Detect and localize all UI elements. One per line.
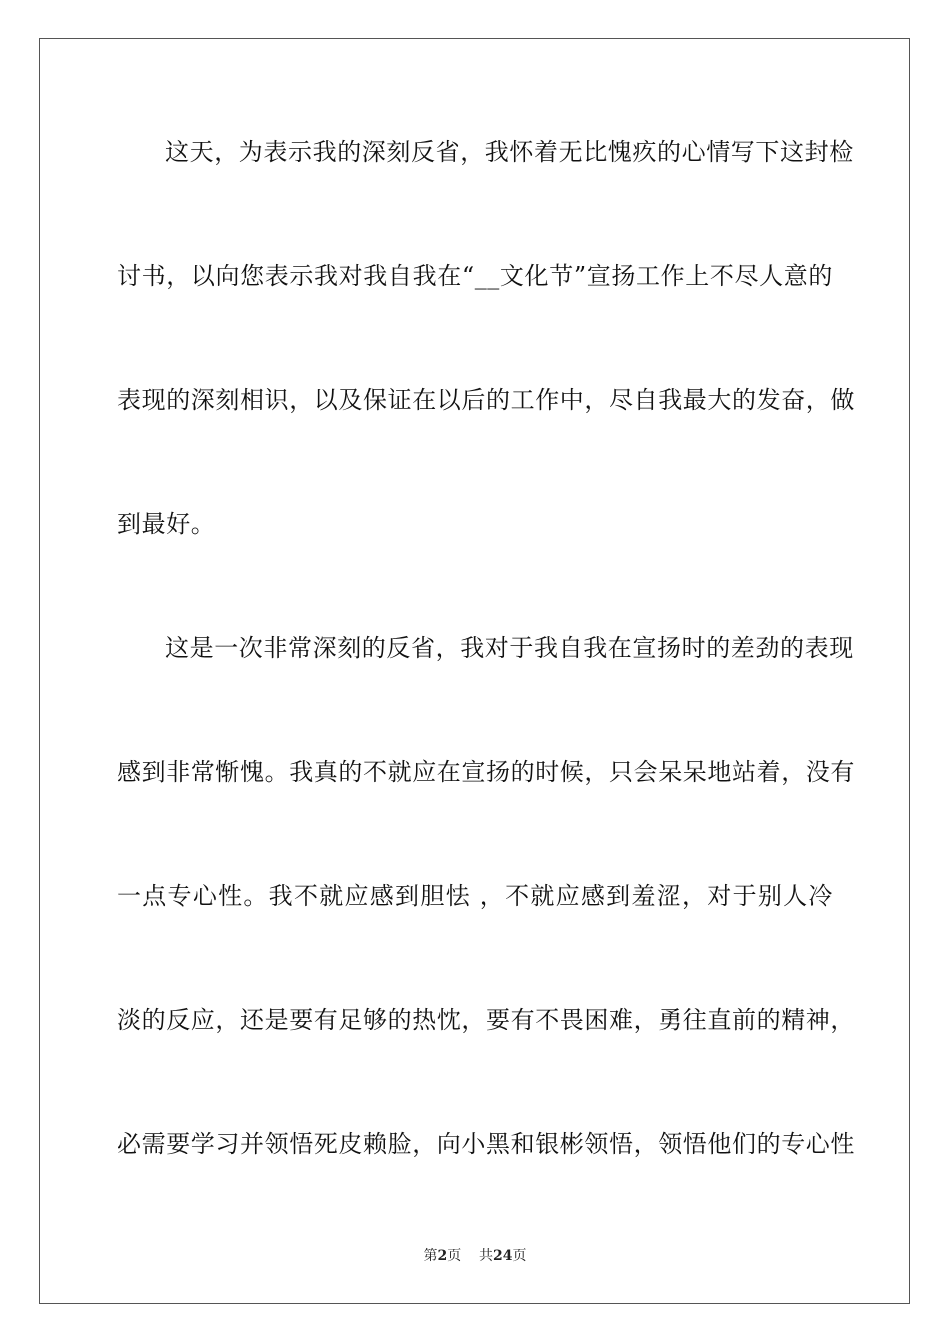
- paragraph-2-line-5: 必需要学习并领悟死皮赖脸，向小黑和银彬领悟，领悟他们的专心性: [117, 1130, 855, 1158]
- paragraph-2-line-1: 这是一次非常深刻的反省，我对于我自我在宣扬时的差劲的表现: [165, 634, 854, 662]
- paragraph-1-line-1: 这天，为表示我的深刻反省，我怀着无比愧疚的心情写下这封检: [165, 138, 854, 166]
- total-prefix: 共: [479, 1248, 494, 1264]
- paragraph-1-line-4: 到最好。: [117, 510, 216, 538]
- paragraph-1-line-3: 表现的深刻相识，以及保证在以后的工作中，尽自我最大的发奋，做: [117, 386, 855, 414]
- paragraph-1-line-2: 讨书，以向您表示我对我自我在“__文化节”宣扬工作上不尽人意的: [117, 262, 833, 290]
- page-prefix: 第: [423, 1248, 438, 1264]
- total-pages: 24: [493, 1248, 513, 1264]
- page-footer: [0, 1246, 950, 1266]
- total-suffix: 页: [512, 1248, 527, 1264]
- paragraph-2-line-4: 淡的反应，还是要有足够的热忱，要有不畏困难，勇往直前的精神，: [117, 1006, 855, 1034]
- page-frame: [39, 38, 910, 1304]
- page-number: 2: [437, 1248, 448, 1264]
- paragraph-2-line-2: 感到非常惭愧。我真的不就应在宣扬的时候，只会呆呆地站着，没有: [117, 758, 855, 786]
- paragraph-2-line-3: 一点专心性。我不就应感到胆怯 ，不就应感到羞涩，对于别人冷: [117, 882, 833, 910]
- page-suffix: 页: [447, 1248, 462, 1264]
